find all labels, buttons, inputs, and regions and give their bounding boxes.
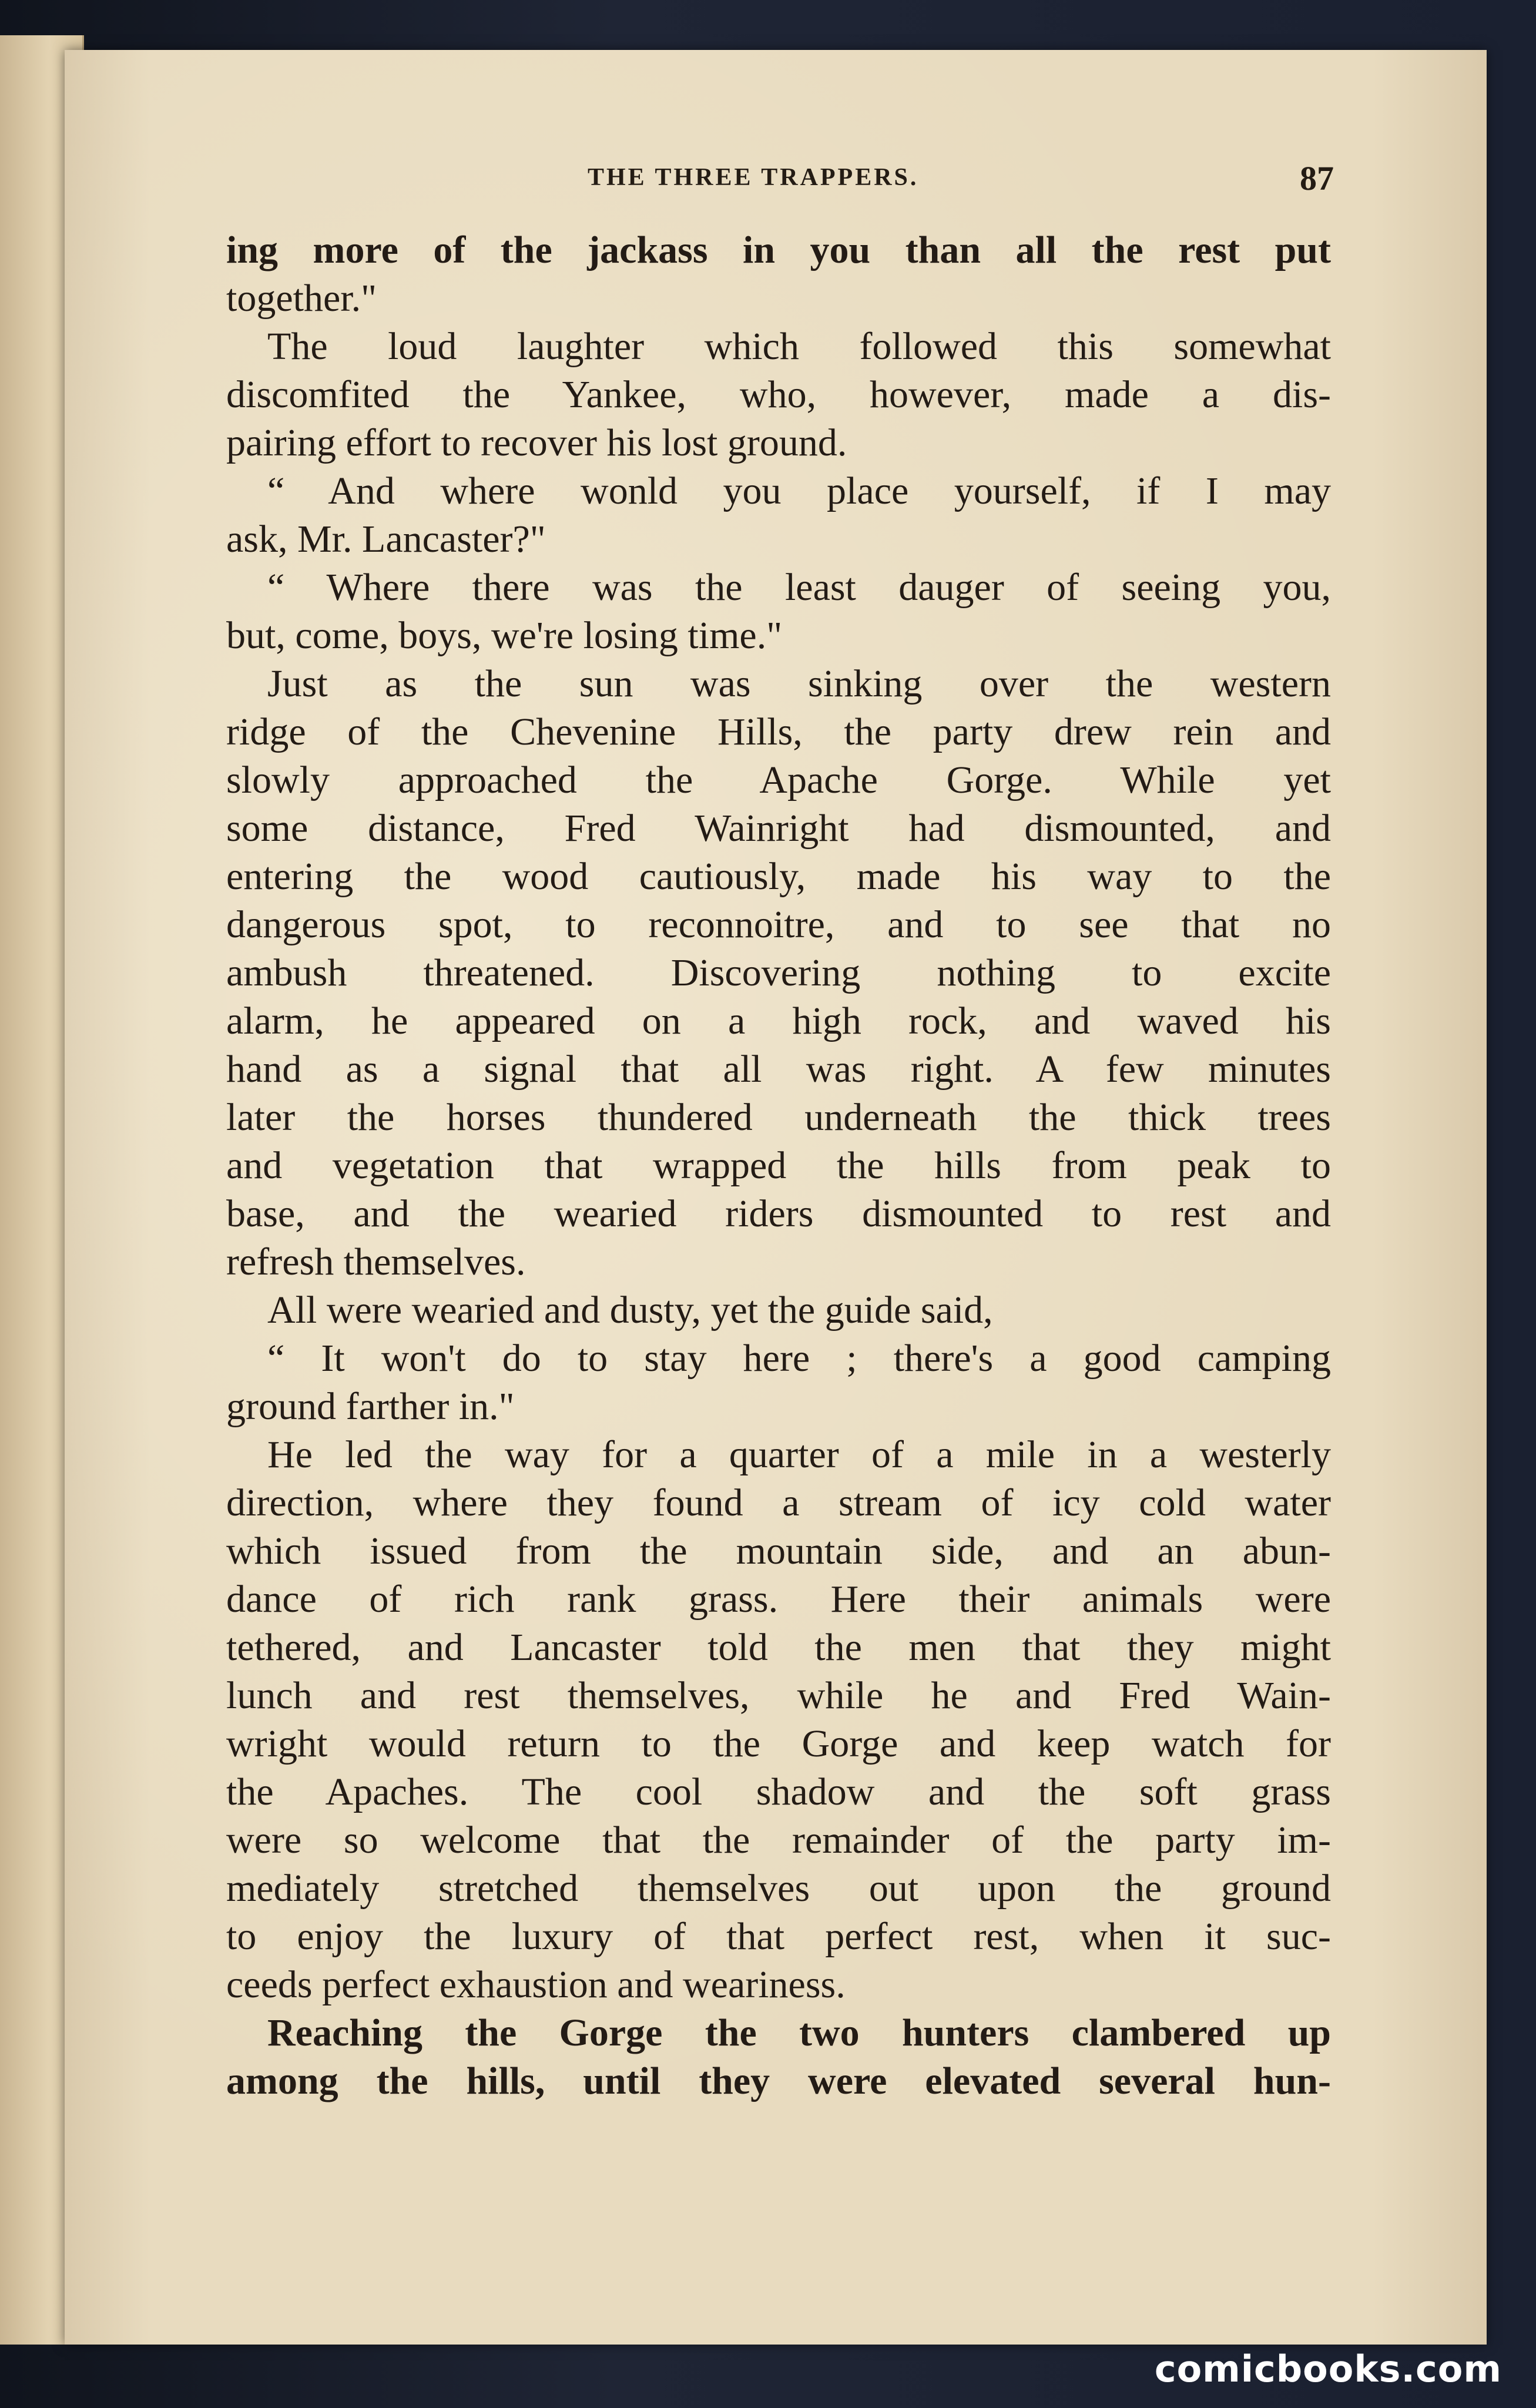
text-line: entering the wood cautiously, made his way to the xyxy=(226,855,1331,898)
text-line: dance of rich rank grass. Here their animals were xyxy=(226,1578,1331,1621)
text-line: wright would return to the Gorge and keep watch for xyxy=(226,1722,1331,1765)
text-line: lunch and rest themselves, while he and Fred Wain- xyxy=(226,1674,1331,1717)
running-header-title: THE THREE TRAPPERS. xyxy=(588,164,919,191)
page-number: 87 xyxy=(1300,159,1334,197)
text-line: discomfited the Yankee, who, however, made a dis- xyxy=(226,373,1331,416)
text-line: alarm, he appeared on a high rock, and waved his xyxy=(226,1000,1331,1042)
text-line: were so welcome that the remainder of the party im- xyxy=(226,1819,1331,1862)
text-line: together." xyxy=(226,277,377,320)
text-line: ambush threatened. Discovering nothing to excite xyxy=(226,951,1331,994)
text-line: but, come, boys, we're losing time." xyxy=(226,614,783,657)
text-line: “ And where wonld you place yourself, if I may xyxy=(267,469,1331,512)
watermark-logo: comicbooks.com xyxy=(1154,2347,1502,2390)
text-line: hand as a signal that all was right. A few minutes xyxy=(226,1048,1331,1091)
text-line: among the hills, until they were elevated several hun- xyxy=(226,2060,1331,2102)
text-line: ground farther in." xyxy=(226,1385,515,1428)
text-line: Just as the sun was sinking over the western xyxy=(267,662,1331,705)
text-line: slowly approached the Apache Gorge. While yet xyxy=(226,759,1331,801)
text-line: Reaching the Gorge the two hunters clambered up xyxy=(267,2011,1331,2054)
text-line: dangerous spot, to reconnoitre, and to see that no xyxy=(226,903,1331,946)
text-line: which issued from the mountain side, and an abun- xyxy=(226,1530,1331,1572)
text-line: The loud laughter which followed this somewhat xyxy=(267,325,1331,368)
text-line: mediately stretched themselves out upon the ground xyxy=(226,1867,1331,1910)
text-line: some distance, Fred Wainright had dismounted, and xyxy=(226,807,1331,850)
text-line: base, and the wearied riders dismounted to rest and xyxy=(226,1192,1331,1235)
text-line: the Apaches. The cool shadow and the soft grass xyxy=(226,1770,1331,1813)
text-line: ridge of the Chevenine Hills, the party drew rein and xyxy=(226,710,1331,753)
running-header xyxy=(588,159,1334,200)
text-line: to enjoy the luxury of that perfect rest, when it suc- xyxy=(226,1915,1331,1958)
text-line: ask, Mr. Lancaster?" xyxy=(226,518,546,561)
text-line: ing more of the jackass in you than all the rest put xyxy=(226,229,1331,271)
text-line: pairing effort to recover his lost ground. xyxy=(226,421,847,464)
text-line: “ It won't do to stay here ; there's a good camping xyxy=(267,1337,1331,1380)
text-line: refresh themselves. xyxy=(226,1240,526,1283)
text-line: “ Where there was the least dauger of seeing you, xyxy=(267,566,1331,609)
text-line: tethered, and Lancaster told the men that they might xyxy=(226,1626,1331,1669)
text-line: All were wearied and dusty, yet the guide said, xyxy=(267,1289,993,1332)
text-line: He led the way for a quarter of a mile in a westerly xyxy=(267,1433,1331,1476)
text-line: direction, where they found a stream of icy cold water xyxy=(226,1481,1331,1524)
text-line: later the horses thundered underneath the thick trees xyxy=(226,1096,1331,1139)
text-line: and vegetation that wrapped the hills from peak to xyxy=(226,1144,1331,1187)
body-text xyxy=(226,226,1331,2105)
text-line: ceeds perfect exhaustion and weariness. xyxy=(226,1963,846,2006)
